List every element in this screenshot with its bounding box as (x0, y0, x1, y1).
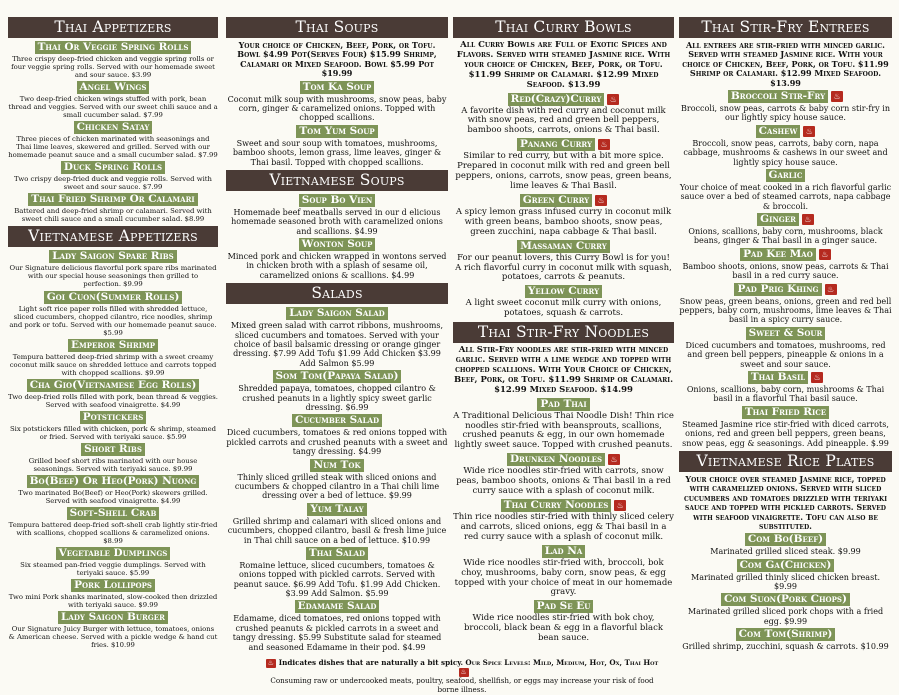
chili-pepper-icon: ♨ (595, 195, 607, 206)
item-name: Sweet & Sour (746, 327, 826, 340)
item-name: Thai Fried Shrimp Or Calamari (28, 193, 197, 206)
item-desc: Six potstickers filled with chicken, pork & shrimp, steamed or fried. Served with teriyaki sauce. $5.99 (9, 424, 217, 441)
item-name: Angel Wings (77, 81, 150, 94)
item-desc: Grilled shrimp, zucchini, squash & carrots. $10.99 (682, 642, 889, 652)
chili-pepper-icon: ♨ (802, 214, 814, 225)
chili-pepper-icon: ♨ (267, 659, 274, 667)
section-intro: All Curry Bowls are Full of Exotic Spices and Flavors. Served with steamed Jasmine rice. With your choice of Chicken, Beef, Pork, or Tofu. $11.99 Shrimp or Calamari. $12.99 Mixed Seafood. $13.99 (456, 40, 671, 90)
item-name: Lady Saigon Burger (58, 611, 168, 624)
item-desc: Battered and deep-fried shrimp or calamari. Served with sweet chili sauce and a small cucumber salad. $8.99 (14, 207, 212, 224)
item-desc: Bamboo shoots, onions, snow peas, carrots & Thai basil in a red curry sauce. (682, 261, 889, 281)
item-name: Potstickers (80, 411, 147, 424)
item-name: Cucumber Salad (292, 414, 382, 427)
item-name: Duck Spring Rolls (61, 161, 165, 174)
chili-pepper-icon: ♨ (614, 500, 626, 511)
item-name: Thai Or Veggie Spring Rolls (35, 41, 192, 54)
section-intro: All Stir-Fry noodles are stir-fried with minced garlic. Served with a lime wedge and topped with chopped scallions. With Your Choice of Chicken, Beef, Pork, or Tofu. $11.99 Shrimp or Calamari. $12.99 Mixed Seafood. $14.99 (453, 345, 674, 395)
item-name: Lad Na (542, 545, 586, 558)
item-name: Com Suon(Pork Chops) (721, 593, 850, 606)
item-desc: Shredded papaya, tomatoes, chopped cilantro & crushed peanuts in a lightly spicy sweet garlic dressing. $6.99 (238, 384, 436, 412)
item-desc: For our peanut lovers, this Curry Bowl is for you! A rich flavorful curry in coconut milk with squash, potatoes, carrots & peanuts. (455, 252, 672, 283)
item-name: Num Tok (310, 459, 363, 472)
item-desc: Broccoli, snow peas, carrots, baby corn, napa cabbage, mushrooms & cashews in our sweet and lightly spicy house sauce. (683, 138, 888, 167)
food-safety-warning: Consuming raw or undercooked meats, poultry, seafood, shellfish, or eggs may increase your risk of food borne illness. (270, 676, 654, 694)
item-desc: Mixed green salad with carrot ribbons, mushrooms, sliced cucumbers and tomatoes. Served with your choice of basil balsamic dressing or orange ginger dressing. $7.99 Add Tofu $1.99 Add Chicken $3.99 Add Salmon $5.99 (230, 321, 444, 368)
item-name: Com Bo(Beef) (745, 533, 826, 546)
item-desc: Minced pork and chicken wrapped in wontons served in chicken broth with a splash of sesame oil, caramelized onions & scallions. $4.99 (227, 252, 447, 280)
item-desc: Two deep-fried chicken wings stuffed with pork, bean thread and veggies. Served with our sweet chili sauce and a small cucumber salad. $7.99 (8, 95, 218, 120)
item-name: Broccoli Stir-Fry (728, 90, 828, 103)
item-desc: Thin rice noodles stir-fried with thinly sliced celery and carrots, sliced onions, egg & Thai basil in a red curry sauce with a splash of coconut milk. (453, 512, 674, 542)
item-desc: Two mini Pork shanks marinated, slow-cooked then drizzled with teriyaki sauce. $9.99 (8, 593, 218, 610)
item-name: Thai Fried Rice (742, 406, 829, 419)
item-name: Pad Kee Mao (740, 248, 816, 261)
item-desc: Marinated grilled sliced pork chops with a fried egg. $9.99 (687, 607, 884, 626)
column-2 (226, 14, 448, 652)
item-desc: Diced cucumbers and tomatoes, mushrooms, red and green bell peppers, pineapple & onions in a sweet and sour sauce. (685, 340, 886, 369)
item-name: Emperor Shrimp (68, 339, 158, 352)
item-name: Bo(Beef) Or Heo(Pork) Nuong (27, 475, 200, 488)
column-3 (453, 14, 674, 644)
item-name: Yum Talay (307, 503, 366, 516)
item-desc: Coconut milk soup with mushrooms, snow peas, baby corn, ginger & caramelized onions. Topped with chopped scallions. (227, 94, 447, 123)
item-desc: Onions, scallions, baby corn, mushrooms, black beans, ginger & Thai basil in a ginger sauce. (688, 227, 883, 246)
item-desc: Diced cucumbers, tomatoes & red onions topped with pickled carrots and crushed peanuts with a sweet and tangy dressing. $4.99 (226, 428, 448, 457)
item-name: Edamame Salad (295, 600, 380, 613)
item-name: Thai Basil (748, 371, 808, 384)
item-desc: Grilled shrimp and calamari with sliced onions and cucumbers, chopped cilantro, basil & fresh lime juice in Thai chili sauce on a bed of lettuce. $10.99 (227, 516, 447, 545)
item-name: Tom Yum Soup (296, 125, 377, 138)
legend-text: Indicates dishes that are naturally a bit spicy. (278, 658, 464, 667)
item-name: Pork Lollipops (71, 579, 155, 592)
chili-pepper-icon: ♨ (811, 372, 823, 383)
item-name: Short Ribs (81, 443, 145, 456)
chili-pepper-icon: ♨ (825, 284, 837, 295)
chili-pepper-icon: ♨ (607, 94, 619, 105)
item-name: Goi Cuon(Summer Rolls) (44, 291, 183, 304)
item-name: Pad Se Eu (534, 600, 594, 613)
section-title-thai-appetizers: Thai Appetizers (8, 17, 218, 38)
item-name: Com Ga(Chicken) (737, 559, 835, 572)
item-name: Drunken Noodles (507, 453, 605, 466)
item-name: Pad Prig Khing (734, 283, 821, 296)
item-name: Panang Curry (517, 138, 595, 151)
item-desc: Two crispy deep-fried duck and veggie rolls. Served with sweet and sour sauce. $7.99 (14, 175, 212, 192)
spice-levels: Our Spice Levels: Mild, Medium, Hot, Ox, Thai Hot (465, 658, 659, 667)
item-name: Red(Crazy)Curry (508, 93, 605, 106)
item-name: Pad Thai (537, 398, 589, 411)
column-1 (8, 14, 218, 649)
chili-pepper-icon: ♨ (803, 126, 815, 137)
spice-legend (262, 659, 662, 694)
section-title-thai-curry-bowls: Thai Curry Bowls (453, 17, 674, 38)
chili-pepper-icon: ♨ (819, 249, 831, 260)
section-intro: All entrees are stir-fried with minced garlic. Served with steamed Jasmine rice. With your choice of Chicken, Beef, Pork, or Tofu. $11.99 Shrimp or Calamari. $12.99 Mixed Seafood. $13.99 (682, 40, 889, 88)
column-4 (679, 14, 892, 652)
item-desc: Your choice of meat cooked in a rich flavorful garlic sauce over a bed of steamed carrots, napa cabbage & broccoli. (679, 182, 892, 211)
item-name: Thai Curry Noodles (501, 499, 612, 512)
item-name: Thai Salad (306, 547, 368, 560)
item-name: Ginger (757, 213, 799, 226)
section-title-thai-stirfry-entrees: Thai Stir-Fry Entrees (679, 17, 892, 38)
item-name: Green Curry (520, 194, 592, 207)
item-name: Soft-Shell Crab (67, 507, 160, 520)
item-desc: Marinated grilled sliced steak. $9.99 (710, 547, 861, 557)
item-desc: Wide rice noodles stir-fried with bok choy, broccoli, black bean & egg in a flavorful black bean sauce. (463, 613, 664, 644)
item-desc: Our Signature delicious flavorful pork spare ribs marinated with our special house seasonings then grilled to perfection. $9.99 (9, 264, 217, 289)
item-name: Yellow Curry (525, 285, 602, 298)
item-desc: Two marinated Bo(Beef) or Heo(Pork) skewers grilled. Served with seafood vinaigrette. $4.99 (18, 488, 208, 505)
item-desc: A Traditional Delicious Thai Noodle Dish! Thin rice noodles stir-fried with beansprouts, scallions, crushed peanuts & egg, in our own homemade lightly sweet sauce. Topped with crushed peanuts. (453, 410, 674, 451)
section-intro: Your choice of Chicken, Beef, Pork, or Tofu. Bowl $4.99 Pot(Serves Four) $15.99 Shrimp, Calamari or Mixed Seafood. Bowl $5.99 Pot $19.99 (237, 40, 437, 79)
item-name: Chicken Satay (74, 121, 153, 134)
item-desc: A favorite dish with red curry and coconut milk with snow peas, red and green bell peppers, bamboo shoots, carrots, onions & Thai basil. (461, 105, 666, 136)
item-name: Wonton Soup (299, 238, 376, 251)
item-desc: Thinly sliced grilled steak with sliced onions and cucumbers & chopped cilantro in a Thai chili lime dressing over a bed of lettuce. $9.99 (234, 472, 440, 501)
item-desc: Our Signature Juicy Burger with lettuce, tomatoes, onions & American cheese. Served with a pickle wedge & hand cut fries. $10.99 (8, 625, 218, 650)
section-intro: Your choice over steamed Jasmine rice, topped with caramelized onions. Served with sliced cucumbers and tomatoes drizzled with teriyaki sauce and topped with pickled carrots. Served with seafood vinaigrette. Tofu can also be substituted. (683, 473, 888, 531)
item-desc: Homemade beef meatballs served in our d elicious homemade seasoned broth with caramelized onions and scallions. $4.99 (231, 207, 443, 236)
item-name: Cashew (756, 125, 801, 138)
item-desc: Broccoli, snow peas, carrots & baby corn stir-fry in our lightly spicy house sauce. (680, 103, 891, 123)
item-name: Com Tom(Shrimp) (736, 628, 836, 641)
item-desc: Sweet and sour soup with tomatoes, mushrooms, bamboo shoots, lemon grass, lime leaves, ginger & Thai basil. Topped with chopped scallions. (232, 138, 442, 167)
item-desc: Six steamed pan-fried veggie dumplings. Served with teriyaki sauce. $5.99 (20, 561, 206, 578)
item-desc: Wide rice noodles stir-fried with carrots, snow peas, bamboo shoots, onions & Thai basil in a red curry sauce with a splash of coconut milk. (456, 466, 671, 497)
item-name: Lady Saigon Spare Ribs (49, 250, 177, 263)
item-desc: A spicy lemon grass infused curry in coconut milk with green beans, bamboo shoots, snow peas, green zucchini, napa cabbage & Thai basil. (455, 206, 672, 237)
item-desc: Grilled beef short ribs marinated with our house seasonings. Served with teriyaki sauce. $9.99 (28, 456, 198, 473)
item-desc: Tempura battered deep-fried soft-shell crab lightly stir-fried with scallions, chopped scallions & caramelized onions. $8.99 (8, 520, 218, 546)
section-title-vietnamese-rice-plates: Vietnamese Rice Plates (679, 451, 892, 472)
chili-pepper-icon: ♨ (598, 139, 610, 150)
item-desc: Light soft rice paper rolls filled with shredded lettuce, sliced cucumbers, chopped cilantro, rice noodles, shrimp and pork or tofu. Served with our homemade peanut sauce. $5.99 (9, 304, 217, 337)
item-name: Cha Gio(Vietnamese Egg Rolls) (27, 379, 200, 392)
section-title-thai-soups: Thai Soups (226, 17, 448, 38)
item-name: Tom Ka Soup (300, 81, 375, 94)
item-desc: Marinated grilled thinly sliced chicken breast. $9.99 (690, 572, 881, 592)
item-name: Garlic (766, 169, 806, 182)
chili-pepper-icon: ♨ (831, 91, 843, 102)
item-desc: Two deep-fried rolls filled with pork, bean thread & veggies. Served with seafood vinaigrette. $4.99 (8, 392, 218, 409)
item-desc: Wide rice noodles stir-fried with, broccoli, bok choy, mushrooms, baby corn, snow peas, & egg topped with your choice of meat in our homemade gravy. (454, 557, 673, 598)
item-desc: Tempura battered deep-fried shrimp with a sweet creamy coconut milk sauce on shredded lettuce and carrots topped with chopped scallions. $9.99 (9, 352, 217, 377)
item-name: Som Tom(Papaya Salad) (273, 370, 402, 383)
section-title-thai-stirfry-noodles: Thai Stir-Fry Noodles (453, 322, 674, 343)
item-desc: Similar to red curry, but with a bit more spice. Prepared in coconut milk with red and green bell peppers, onions, carrots, snow peas, green beans, lime leaves & Thai Basil. (455, 151, 672, 191)
item-desc: Romaine lettuce, sliced cucumbers, tomatoes & onions topped with pickled carrots. Served with peanut sauce. $6.99 Add Tofu. $1.99 Add Chicken. $3.99 Add Salmon. $5.99 (233, 560, 441, 599)
item-name: Lady Saigon Salad (286, 307, 387, 320)
item-name: Massaman Curry (517, 240, 610, 253)
item-desc: Three pieces of chicken marinated with seasonings and Thai lime leaves, skewered and grilled. Served with our homemade peanut sauce and a small cucumber salad. $7.99 (8, 135, 218, 160)
section-title-vietnamese-appetizers: Vietnamese Appetizers (8, 226, 218, 247)
chili-pepper-icon: ♨ (608, 454, 620, 465)
item-desc: Onions, scallions, baby corn, mushrooms & Thai basil in a flavorful Thai basil sauce. (686, 384, 885, 404)
chili-pepper-icon: ♨ (460, 668, 467, 676)
item-desc: Snow peas, green beans, onions, green and red bell peppers, baby corn, mushrooms, lime leaves & Thai basil in a spicy curry sauce. (679, 296, 892, 325)
section-title-vietnamese-soups: Vietnamese Soups (226, 170, 448, 191)
item-desc: Three crispy deep-fried chicken and veggie spring rolls or four veggie spring rolls. Served with our homemade sweet and sour sauce. $3.99 (11, 55, 215, 80)
section-title-salads: Salads (226, 283, 448, 304)
item-desc: Steamed Jasmine rice stir-fried with diced carrots, onions, red and green bell peppers, green beans, snow peas, egg & seasonings. Add pineapple. $.99 (682, 419, 889, 448)
item-name: Soup Bo Vien (299, 194, 376, 207)
item-desc: A light sweet coconut milk curry with onions, potatoes, squash & carrots. (465, 298, 662, 319)
item-desc: Edamame, diced tomatoes, red onions topped with crushed peanuts & pickled carrots in a sweet and tangy dressing. $5.99 Substitute salad for steamed and seasoned Edamame in their pod. $4.99 (232, 614, 442, 652)
item-name: Vegetable Dumplings (56, 547, 171, 560)
